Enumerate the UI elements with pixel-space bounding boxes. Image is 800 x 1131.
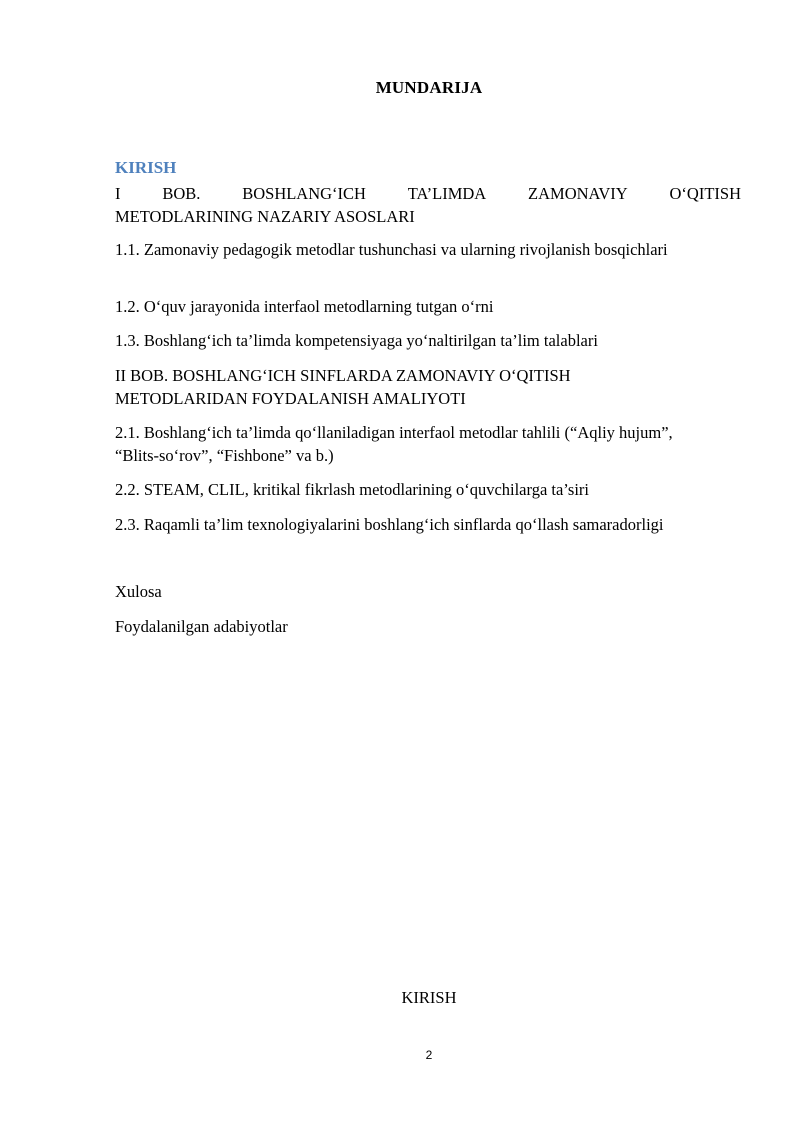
toc-item-2-1: 2.1. Boshlang‘ich ta’limda qo‘llaniladigan interfaol metodlar tahlili (“Aqliy hujum”, “Blits-so‘rov”, “Fishbone” va b.) (115, 423, 673, 465)
section-heading-kirish: KIRISH (401, 988, 457, 1007)
chapter-1-word: BOSHLANG‘ICH (242, 184, 366, 203)
chapter-1-line-1 (115, 182, 741, 205)
toc-item-1-3: 1.3. Boshlang‘ich ta’limda kompetensiyaga yo‘naltirilgan ta’lim talablari (115, 331, 598, 350)
toc-item-1-1: 1.1. Zamonaviy pedagogik metodlar tushunchasi va ularning rivojlanish bosqichlari (115, 240, 668, 259)
chapter-1-word: I (115, 184, 121, 203)
chapter-1-line-2: METODLARINING NAZARIY ASOSLARI (115, 207, 415, 226)
toc-item-2-2: 2.2. STEAM, CLIL, kritikal fikrlash metodlarining o‘quvchilarga ta’siri (115, 480, 589, 499)
toc-chapter-2: II BOB. BOSHLANG‘ICH SINFLARDA ZAMONAVIY O‘QITISH METODLARIDAN FOYDALANISH AMALIYOTI (115, 366, 571, 408)
toc-chapter-1 (115, 182, 741, 228)
chapter-1-word: TA’LIMDA (407, 184, 487, 203)
page-title: MUNDARIJA (375, 78, 483, 97)
toc-item-2-3: 2.3. Raqamli ta’lim texnologiyalarini boshlang‘ich sinflarda qo‘llash samaradorligi (115, 515, 664, 534)
chapter-1-word: O‘QITISH (669, 184, 741, 203)
chapter-1-word: BOB. (162, 184, 201, 203)
toc-item-1-2: 1.2. O‘quv jarayonida interfaol metodlarning tutgan o‘rni (115, 297, 494, 316)
toc-references: Foydalanilgan adabiyotlar (115, 617, 288, 636)
toc-conclusion: Xulosa (115, 582, 162, 601)
toc-heading-kirish: KIRISH (115, 158, 177, 177)
page-number: 2 (425, 1048, 433, 1062)
chapter-1-word: ZAMONAVIY (528, 184, 628, 203)
